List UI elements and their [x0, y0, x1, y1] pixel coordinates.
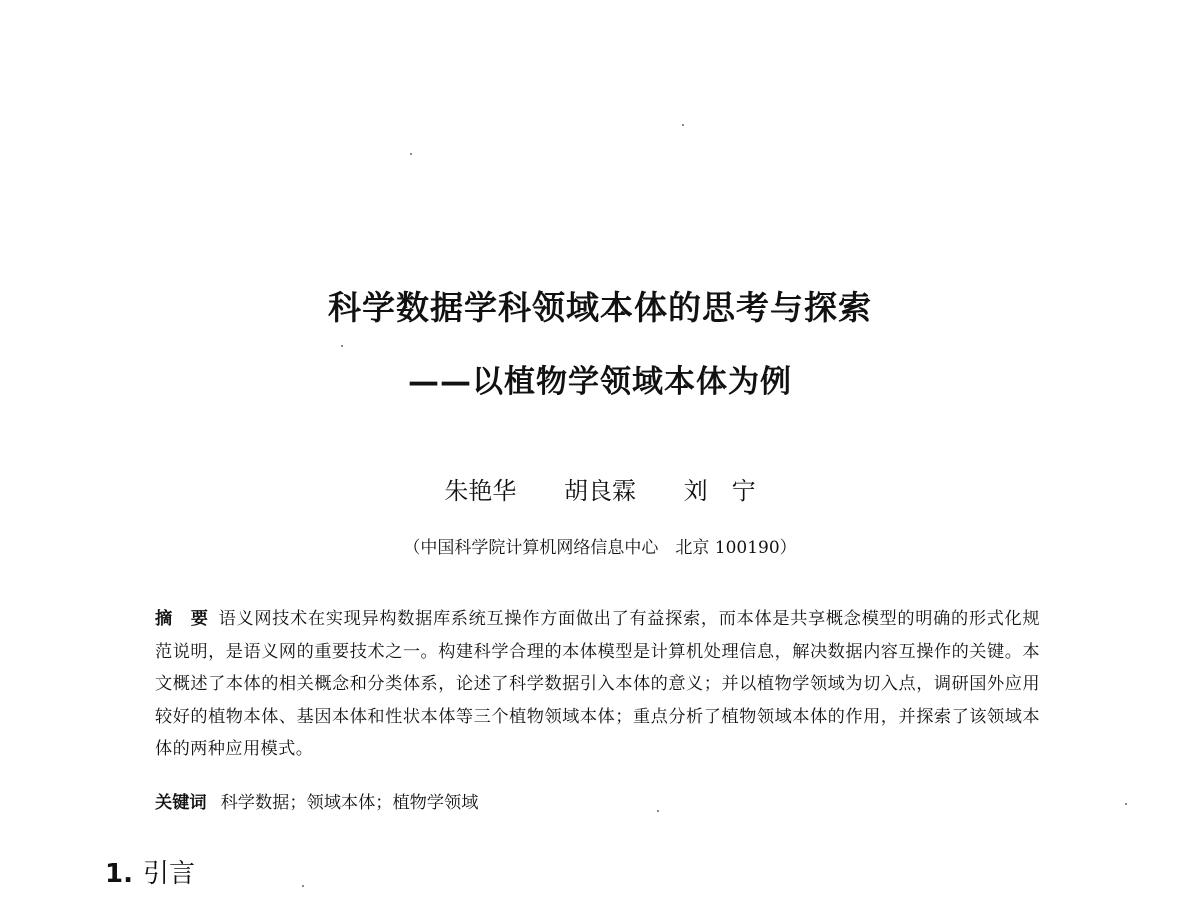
keywords: [155, 788, 1040, 818]
scan-speck: [682, 124, 684, 126]
section-number: 1.: [105, 859, 133, 889]
section-title: 引言: [142, 859, 195, 889]
abstract: [155, 603, 1040, 766]
keywords-label: 关键词: [155, 793, 207, 813]
scan-speck: [341, 345, 343, 347]
author-name: 胡良霖: [564, 477, 636, 505]
affiliation: （中国科学院计算机网络信息中心 北京 100190）: [403, 538, 797, 558]
abstract-label: 摘 要: [155, 609, 209, 629]
paper-title: 科学数据学科领域本体的思考与探索: [328, 288, 872, 327]
section-heading: [105, 856, 195, 892]
author-name: 朱艳华: [444, 477, 517, 505]
author-name: 刘 宁: [683, 477, 756, 505]
scan-speck: [302, 885, 304, 887]
author-list: [0, 474, 1200, 508]
scan-speck: [1125, 803, 1127, 805]
scan-speck: [410, 153, 412, 155]
keywords-text: 科学数据；领域本体；植物学领域: [220, 793, 479, 813]
paper-subtitle: ——以植物学领域本体为例: [408, 364, 792, 400]
abstract-text: 语义网技术在实现异构数据库系统互操作方面做出了有益探索，而本体是共享概念模型的明确的形式化规范说明，是语义网的重要技术之一。构建科学合理的本体模型是计算机处理信息，解决数据内容互操作的关键。本文概述了本体的相关概念和分类体系，论述了科学数据引入本体的意义；并以植物学领域为切入点，调研国外应用较好的植物本体、基因本体和性状本体等三个植物领域本体；重点分析了植物领域本体的作用，并探索了该领域本体的两种应用模式。: [155, 609, 1041, 759]
